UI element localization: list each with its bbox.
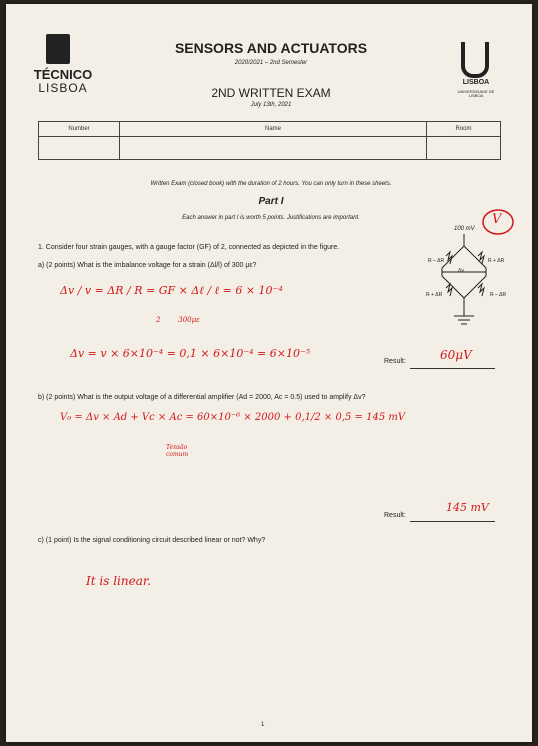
part-heading: Part I (258, 196, 284, 207)
resistor-bottom-left-label: R + ΔR (426, 292, 443, 298)
answer-a-sub: 2 300με (156, 316, 200, 324)
course-title: SENSORS AND ACTUATORS (174, 40, 368, 56)
instructions: Written Exam (closed book) with the duration of 2 hours. You can only turn in these sheets. (150, 181, 392, 187)
answer-b-sub: Tensão comum (166, 444, 189, 458)
supply-label: 100 mV (454, 226, 475, 232)
room-header: Room (427, 122, 501, 137)
ulisboa-logo-text: LISBOA (462, 79, 490, 86)
number-field[interactable] (39, 137, 120, 160)
answer-a-line2: Δv = v × 6×10⁻⁴ = 0,1 × 6×10⁻⁴ = 6×10⁻⁵ (70, 347, 311, 360)
result-b-label: Result: (384, 512, 406, 519)
student-info-table (38, 121, 501, 160)
scoring-note: Each answer in part I is worth 5 points. Justifications are important. (182, 215, 360, 221)
resistor-bottom-right-label: R – ΔR (490, 292, 507, 298)
tecnico-logo-icon (46, 34, 70, 64)
answer-a-line1: Δv / v = ΔR / R = GF × Δℓ / ℓ = 6 × 10⁻⁴ (60, 284, 283, 297)
result-a-label: Result: (384, 358, 406, 365)
result-a-line (410, 368, 495, 369)
page-number: 1 (261, 722, 265, 728)
name-header: Name (120, 122, 427, 137)
bridge-circuit (424, 232, 507, 332)
exam-sheet (6, 4, 532, 742)
answer-b-line1: V₀ = Δv × Ad + Vc × Ac = 60×10⁻⁶ × 2000 + 0,1/2 × 0,5 = 145 mV (60, 412, 406, 423)
number-header: Number (39, 122, 120, 137)
result-b-value: 145 mV (446, 501, 489, 514)
question-1b: b) (2 points) What is the output voltage of a differential amplifier (Ad = 2000, Ac = 0.5) used to amplify Δv? (38, 394, 366, 401)
ulisboa-logo-icon (461, 42, 489, 78)
semester-line: 2020/2021 – 2nd Semester (234, 60, 308, 66)
grade-mark: V (492, 212, 502, 227)
room-field[interactable] (427, 137, 501, 160)
question-1-stem: 1. Consider four strain gauges, with a gauge factor (GF) of 2, connected as depicted in the figure. (38, 244, 340, 251)
resistor-top-left-label: R – ΔR (428, 258, 445, 264)
delta-v-label: Δv (458, 268, 464, 274)
exam-date: July 13th, 2021 (250, 102, 292, 108)
result-b-line (410, 521, 495, 522)
question-1a: a) (2 points) What is the imbalance voltage for a strain (Δl/l) of 300 με? (38, 262, 257, 269)
tecnico-logo-text: TÉCNICO (33, 67, 93, 82)
resistor-top-right-label: R + ΔR (488, 258, 505, 264)
question-1c: c) (1 point) Is the signal conditioning circuit described linear or not? Why? (38, 537, 266, 544)
ulisboa-logo-subtext: UNIVERSIDADE DE LISBOA (457, 89, 495, 98)
name-field[interactable] (120, 137, 427, 160)
exam-title: 2ND WRITTEN EXAM (211, 86, 331, 100)
tecnico-logo-subtext: LISBOA (38, 81, 88, 95)
answer-c: It is linear. (86, 574, 152, 588)
result-a-value: 60μV (440, 348, 472, 362)
